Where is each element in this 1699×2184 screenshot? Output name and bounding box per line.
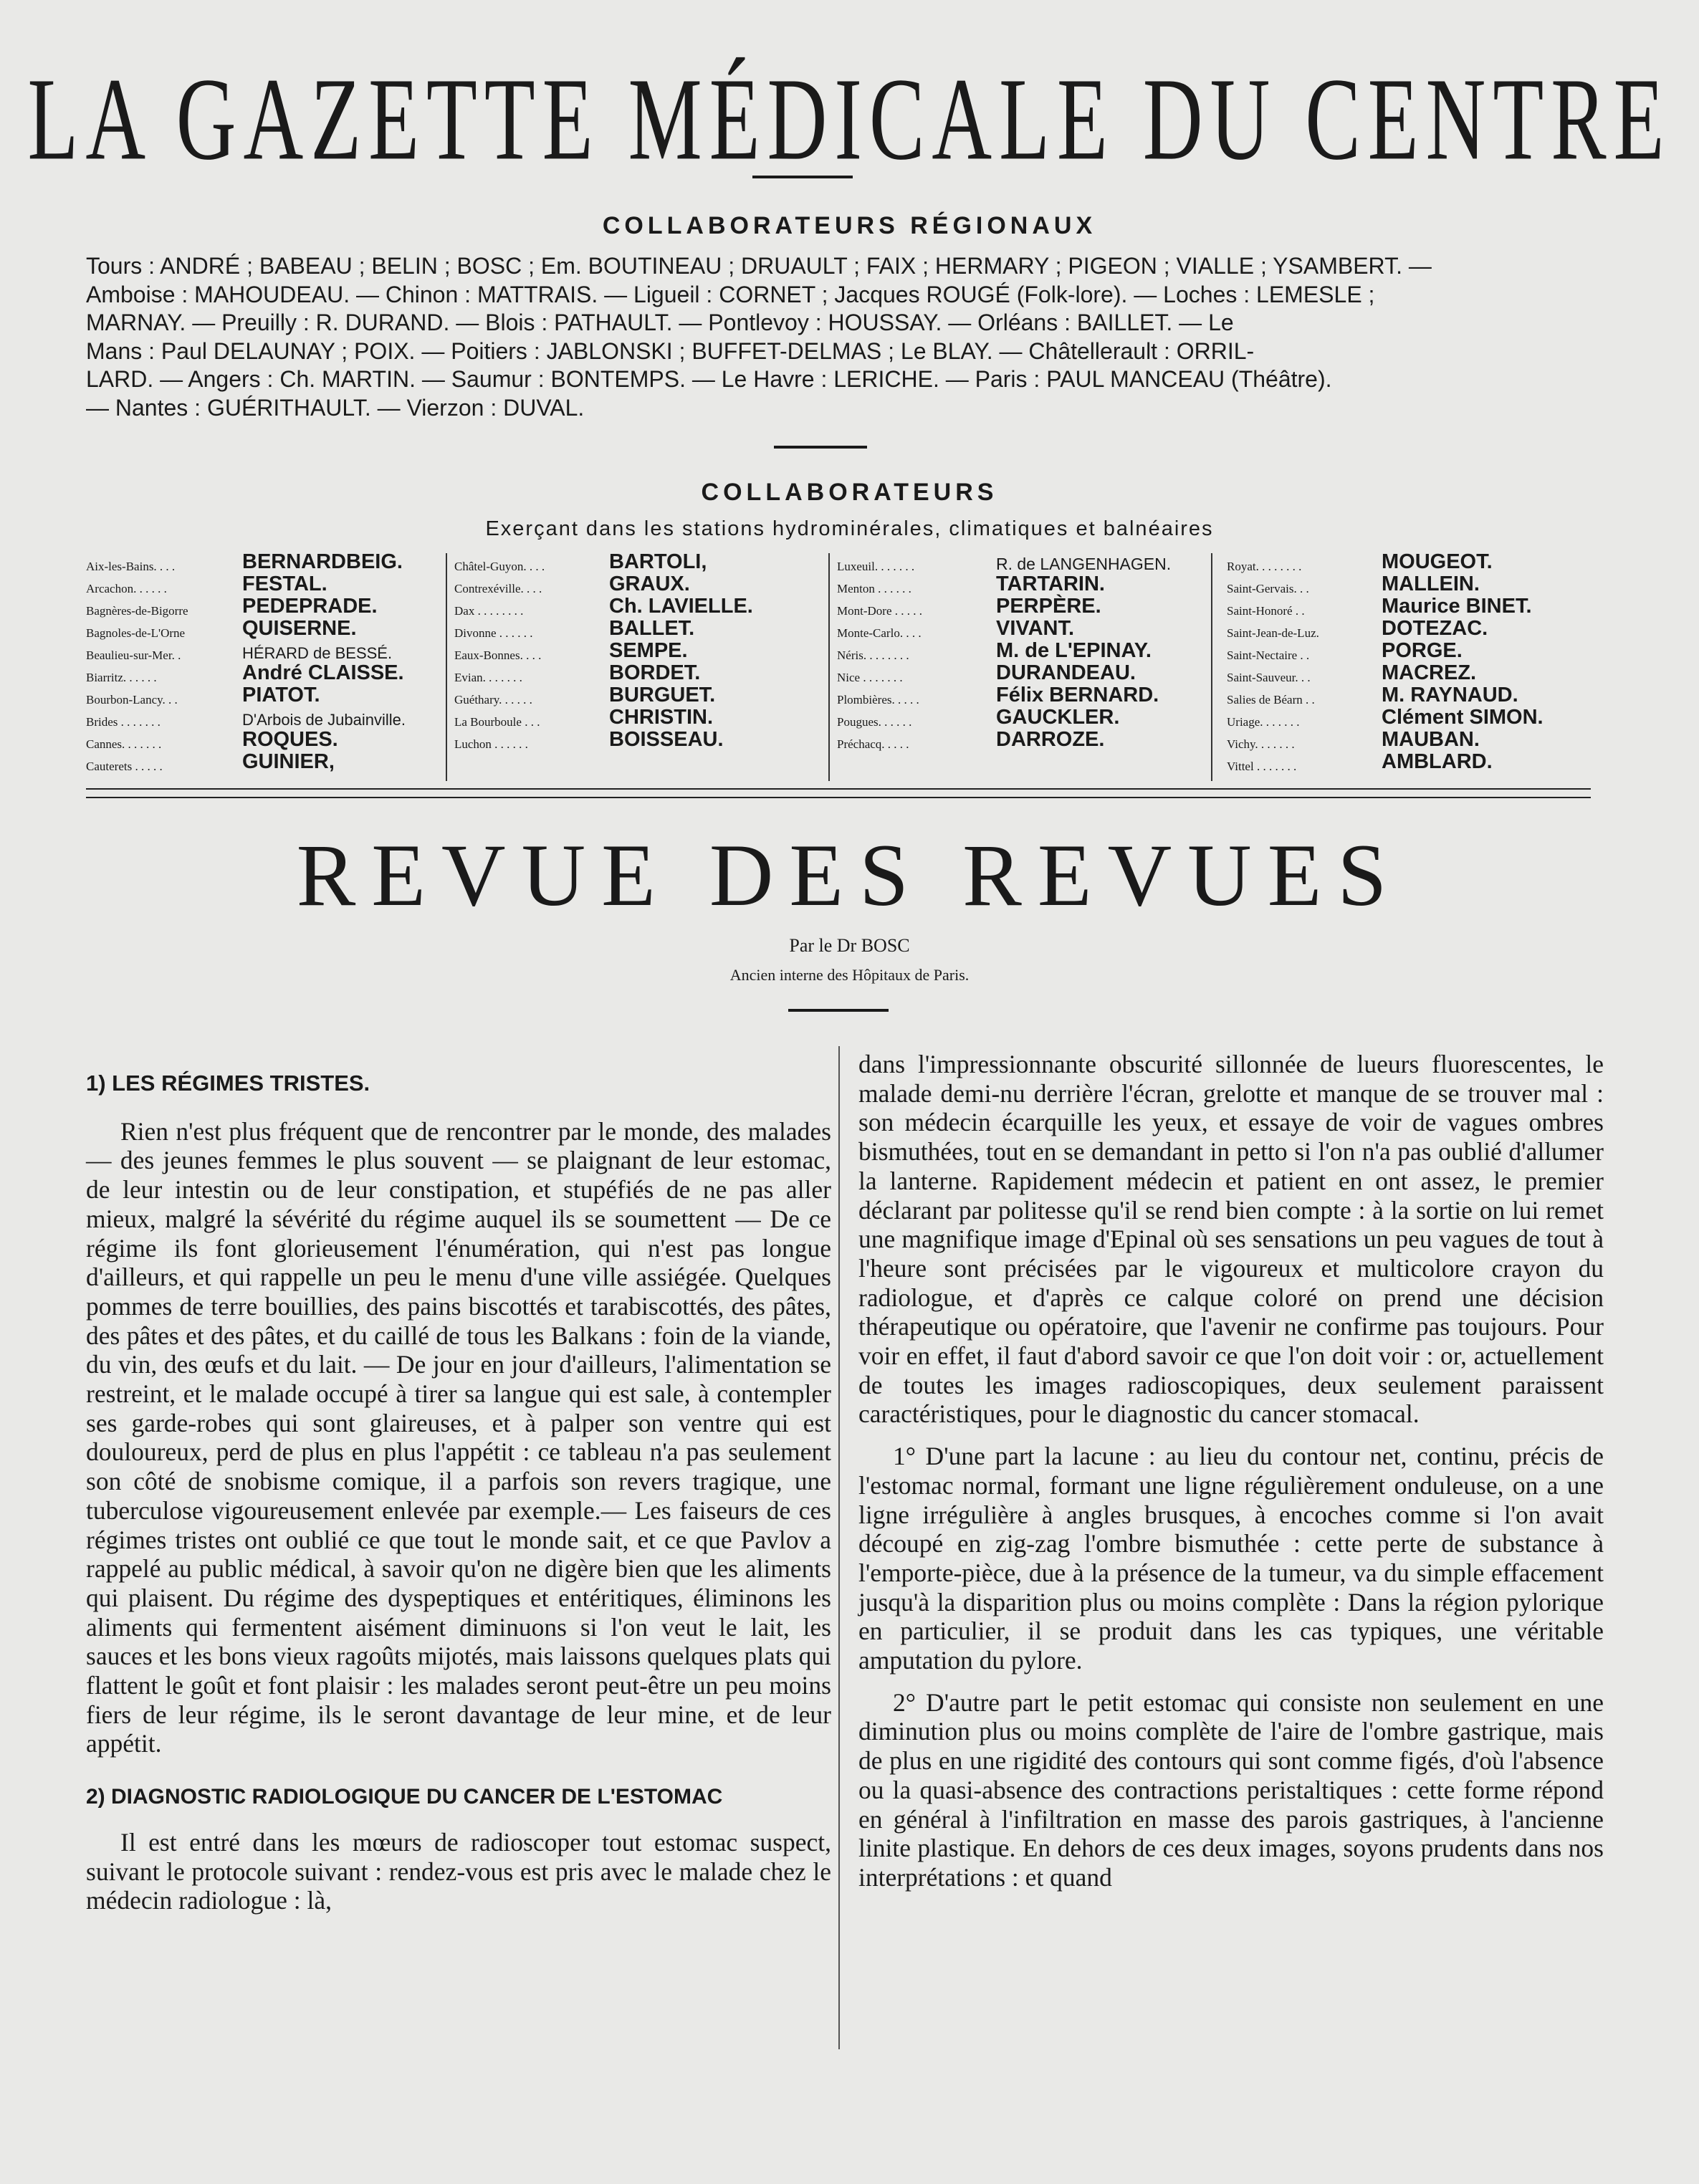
double-rule-top (86, 788, 1591, 790)
directory-row (837, 663, 1210, 685)
doctor-name: M. RAYNAUD. (1382, 684, 1518, 707)
directory-row (454, 729, 827, 752)
station-name: Divonne . . . . . . (454, 626, 533, 640)
column-divider (838, 1046, 840, 2049)
regional-line: MARNAY. — Preuilly : R. DURAND. — Blois : PATHAULT. — Pontlevoy : HOUSSAY. — Orléans : BAILLET. — Le (86, 310, 1234, 335)
station-name: Monte-Carlo. . . . (837, 626, 922, 640)
article1-paragraph: Rien n'est plus fréquent que de rencontrer par le monde, des malades — des jeunes femmes le plus souvent — se plaignant de leur estomac, de leur intestin ou de leur constipation, et stupéfiés de ne pas aller mieux, malgré la sévérité du régime auquel ils se soumettent — De ce régime ils font glorieusement l'énumération, qui n'est pas longue d'ailleurs, et qui rappelle un peu le menu d'une ville assiégée. Quelques pommes de terre bouillies, des pains biscottés et tarabiscottés, des pâtes, des pâtes et des pâtes, et du caillé de tous les Balkans : foin de la viande, du vin, des œufs et du lait. — De jour en jour d'ailleurs, l'alimentation se restreint, et le malade occupé à tirer sa langue qui est sale, à contempler ses garde-robes qui sont glaireuses, et à palper son ventre qui est douloureux, perd de plus en plus l'appétit : ce tableau n'a pas seulement son côté de snobisme comique, il a parfois son revers tragique, une tuberculose vigoureusement enlevée par exemple.— Les faiseurs de ces régimes tristes ont oublié ce que tout le monde sait, et ce que Pavlov a rappelé au public médical, à savoir qu'on ne digère bien que les aliments qui plaisent. Du régime des dyspeptiques et entéritiques, éliminons les aliments qui fermentent aisément diminuons si l'on veut le lait, les sauces et les bons vieux ragoûts mijotés, mais laissons quelques plats qui flattent le goût et font plaisir : les malades seront peut-être un peu moins fiers de leur régime, ils le seront davantage de leur mine, et de leur appétit. (86, 1116, 831, 1758)
directory-row (1227, 685, 1599, 707)
doctor-name: FESTAL. (242, 573, 327, 595)
doctor-name: MALLEIN. (1382, 573, 1480, 595)
directory-column-2 (454, 552, 827, 752)
station-name: Royat. . . . . . . . (1227, 560, 1302, 573)
masthead-rule (752, 176, 853, 178)
doctor-name: PORGE. (1382, 639, 1463, 662)
article1-heading: 1) LES RÉGIMES TRISTES. (86, 1071, 370, 1096)
directory-row (1227, 596, 1599, 618)
directory-row (86, 663, 459, 685)
station-name: Bagnoles-de-L'Orne (86, 626, 186, 640)
directory-row (837, 641, 1210, 663)
doctor-name: SEMPE. (609, 639, 688, 662)
article-column-right (858, 1050, 1604, 1892)
station-name: Mont-Dore . . . . . (837, 604, 922, 618)
station-name: Salies de Béarn . . (1227, 693, 1315, 707)
section-rule (774, 446, 867, 449)
directory-row (454, 596, 827, 618)
doctor-name: Félix BERNARD. (996, 684, 1159, 707)
station-name: Biarritz. . . . . . (86, 671, 157, 684)
directory-row (454, 618, 827, 641)
doctor-name: Clément SIMON. (1382, 706, 1544, 729)
station-name: Bourbon-Lancy. . . (86, 693, 178, 707)
directory-row (837, 596, 1210, 618)
directory-row (1227, 729, 1599, 752)
directory-row (86, 685, 459, 707)
directory-row (86, 552, 459, 574)
article2-point1: 1° D'une part la lacune : au lieu du contour net, continu, précis de l'estomac normal, formant une ligne régulièrement onduleuse, on a une ligne irrégulière à angles brusques, à encoches comme si l'on avait découpé en zig-zag l'ombre bismuthée : cette perte de substance à l'emporte-pièce, due à la présence de la tumeur, va du simple effacement jusqu'à la disparition plus ou moins complète : Dans la région pylorique en particulier, il se produit dans les cas typiques, une véritable amputation du pylore. (858, 1442, 1604, 1675)
doctor-name: M. de L'EPINAY. (996, 639, 1152, 662)
doctor-name: D'Arbois de Jubainville. (242, 711, 406, 729)
regional-line: Mans : Paul DELAUNAY ; POIX. — Poitiers : JABLONSKI ; BUFFET-DELMAS ; Le BLAY. — Châtellerault : ORRIL- (86, 337, 1255, 364)
station-name: Saint-Honoré . . (1227, 604, 1305, 618)
station-name: Beaulieu-sur-Mer. . (86, 648, 181, 662)
regional-list (86, 252, 1612, 422)
directory-column-1 (86, 552, 459, 774)
station-name: Pougues. . . . . . (837, 715, 912, 729)
station-name: Luxeuil. . . . . . . (837, 560, 915, 573)
doctor-name: DURANDEAU. (996, 661, 1136, 684)
doctor-name: GAUCKLER. (996, 706, 1120, 729)
regional-line: LARD. — Angers : Ch. MARTIN. — Saumur : BONTEMPS. — Le Havre : LERICHE. — Paris : PAUL MANCEAU (Théâtre). (86, 366, 1332, 392)
station-name: Cannes. . . . . . . (86, 737, 162, 751)
station-name: Evian. . . . . . . (454, 671, 522, 684)
directory-row (1227, 707, 1599, 729)
byline: Par le Dr BOSC (789, 935, 910, 956)
directory-row (1227, 663, 1599, 685)
station-name: Vittel . . . . . . . (1227, 760, 1297, 773)
doctor-name: VIVANT. (996, 617, 1075, 640)
article2-heading: 2) DIAGNOSTIC RADIOLOGIQUE DU CANCER DE L'ESTOMAC (86, 1785, 723, 1809)
doctor-name: André CLAISSE. (242, 661, 404, 684)
station-name: Luchon . . . . . . (454, 737, 528, 751)
doctor-name: DOTEZAC. (1382, 617, 1488, 640)
doctor-name: QUISERNE. (242, 617, 357, 640)
doctor-name: PERPÈRE. (996, 595, 1101, 618)
directory-row (86, 641, 459, 663)
directory-row (837, 552, 1210, 574)
doctor-name: PIATOT. (242, 684, 320, 707)
station-name: Menton . . . . . . (837, 582, 911, 595)
station-name: Bagnères-de-Bigorre (86, 604, 188, 618)
regional-line: — Nantes : GUÉRITHAULT. — Vierzon : DUVAL. (86, 394, 585, 421)
directory-row (86, 596, 459, 618)
directory-row (454, 641, 827, 663)
collaborators-subheading: Exerçant dans les stations hydrominérales, climatiques et balnéaires (485, 517, 1214, 540)
doctor-name: BALLET. (609, 617, 695, 640)
station-name: Contrexéville. . . . (454, 582, 542, 595)
doctor-name: BORDET. (609, 661, 701, 684)
directory-row (837, 707, 1210, 729)
directory-row (837, 618, 1210, 641)
directory-column-3 (837, 552, 1210, 752)
doctor-name: BURGUET. (609, 684, 716, 707)
directory-row (454, 685, 827, 707)
directory-row (86, 574, 459, 596)
directory-row (1227, 618, 1599, 641)
station-name: Saint-Nectaire . . (1227, 648, 1310, 662)
doctor-name: Maurice BINET. (1382, 595, 1532, 618)
directory-row (454, 663, 827, 685)
directory-divider (446, 553, 447, 781)
doctor-name: ROQUES. (242, 728, 338, 751)
doctor-name: GUINIER, (242, 750, 335, 773)
article2-intro: Il est entré dans les mœurs de radioscoper tout estomac suspect, suivant le protocole suivant : rendez-vous est pris avec le malade chez le médecin radiologue : là, (86, 1827, 831, 1915)
regional-heading: COLLABORATEURS RÉGIONAUX (602, 212, 1097, 239)
doctor-name: BERNARDBEIG. (242, 550, 403, 573)
doctor-name: Ch. LAVIELLE. (609, 595, 753, 618)
doctor-name: PEDEPRADE. (242, 595, 378, 618)
affiliation: Ancien interne des Hôpitaux de Paris. (729, 966, 970, 984)
directory-row (86, 729, 459, 752)
doctor-name: GRAUX. (609, 573, 690, 595)
doctor-name: CHRISTIN. (609, 706, 713, 729)
directory-row (454, 707, 827, 729)
directory-divider (1211, 553, 1212, 781)
doctor-name: R. de LANGENHAGEN. (996, 555, 1172, 573)
directory-row (837, 729, 1210, 752)
directory-row (454, 552, 827, 574)
directory-row (86, 707, 459, 729)
station-name: Brides . . . . . . . (86, 715, 161, 729)
doctor-name: MAUBAN. (1382, 728, 1480, 751)
double-rule-bottom (86, 797, 1591, 798)
title-rule (788, 1009, 889, 1012)
station-name: Châtel-Guyon. . . . (454, 560, 545, 573)
station-name: La Bourboule . . . (454, 715, 540, 729)
directory-row (1227, 552, 1599, 574)
article2-point2: 2° D'autre part le petit estomac qui consiste non seulement en une diminution plus ou moins complète de l'aire de l'ombre gastrique, mais de plus en une rigidité des contours qui sont comme figés, d'où l'absence ou la quasi-absence des contractions peristaltiques : cette forme répond en général à l'infiltration en masse des parois gastriques, à l'ancienne linite plastique. En dehors de ces deux images, soyons prudents dans nos interprétations : et quand (858, 1687, 1604, 1892)
doctor-name: DARROZE. (996, 728, 1105, 751)
directory-row (86, 618, 459, 641)
regional-line: Amboise : MAHOUDEAU. — Chinon : MATTRAIS. — Ligueil : CORNET ; Jacques ROUGÉ (Folk-lore). — Loches : LEMESLE ; (86, 281, 1375, 307)
article-column-left (86, 1059, 831, 1915)
doctor-name: HÉRARD de BESSÉ. (242, 644, 393, 662)
station-name: Saint-Jean-de-Luz. (1227, 626, 1319, 640)
station-name: Vichy. . . . . . . (1227, 737, 1295, 751)
station-name: Aix-les-Bains. . . . (86, 560, 176, 573)
directory-column-4 (1227, 552, 1599, 774)
collaborators-heading: COLLABORATEURS (701, 479, 998, 506)
directory-row (454, 574, 827, 596)
regional-line: Tours : ANDRÉ ; BABEAU ; BELIN ; BOSC ; Em. BOUTINEAU ; DRUAULT ; FAIX ; HERMARY ; PIGEON ; VIALLE ; YSAMBERT. — (86, 253, 1432, 279)
station-name: Nice . . . . . . . (837, 671, 903, 684)
revue-title: REVUE DES REVUES (296, 826, 1403, 924)
station-name: Néris. . . . . . . . (837, 648, 909, 662)
station-name: Plombières. . . . . (837, 693, 919, 707)
doctor-name: BARTOLI, (609, 550, 707, 573)
station-name: Guéthary. . . . . . (454, 693, 532, 707)
station-name: Uriage. . . . . . . (1227, 715, 1300, 729)
station-name: Cauterets . . . . . (86, 760, 163, 773)
directory-divider (828, 553, 830, 781)
station-name: Saint-Gervais. . . (1227, 582, 1309, 595)
directory-row (1227, 641, 1599, 663)
directory-row (837, 574, 1210, 596)
directory-row (86, 752, 459, 774)
station-name: Dax . . . . . . . . (454, 604, 524, 618)
masthead-title: LA GAZETTE MÉDICALE DU CENTRE (27, 54, 1672, 186)
doctor-name: MACREZ. (1382, 661, 1477, 684)
doctor-name: BOISSEAU. (609, 728, 724, 751)
doctor-name: TARTARIN. (996, 573, 1105, 595)
directory-row (837, 685, 1210, 707)
station-name: Saint-Sauveur. . . (1227, 671, 1311, 684)
station-name: Arcachon. . . . . . (86, 582, 167, 595)
doctor-name: AMBLARD. (1382, 750, 1493, 773)
directory-row (1227, 574, 1599, 596)
station-name: Eaux-Bonnes. . . . (454, 648, 542, 662)
directory-row (1227, 752, 1599, 774)
station-name: Préchacq. . . . . (837, 737, 909, 751)
article2-continuation: dans l'impressionnante obscurité sillonnée de lueurs fluorescentes, le malade demi-nu derrière l'écran, grelotte et manque de se trouver mal : son médecin écarquille les yeux, et essaye de voir de vagues ombres bismuthées, tout en se demandant in petto si l'on n'a pas oublié d'allumer la lanterne. Rapidement médecin et patient en ont assez, le premier déclarant par politesse qu'il se rend bien compte : à la sortie on lui remet une magnifique image d'Epinal où ses sensations un peu vagues de tout à l'heure sont précisées par le vigoureux et multicolore crayon du radiologue, et d'après ce calque coloré on prend une décision thérapeutique ou opératoire, que l'avenir ne confirme pas toujours. Pour voir en effet, il faut d'abord savoir ce que l'on doit voir : or, actuellement de toutes les images radioscopiques, deux seulement paraissent caractéristiques, pour le diagnostic du cancer stomacal. (858, 1050, 1604, 1429)
doctor-name: MOUGEOT. (1382, 550, 1493, 573)
